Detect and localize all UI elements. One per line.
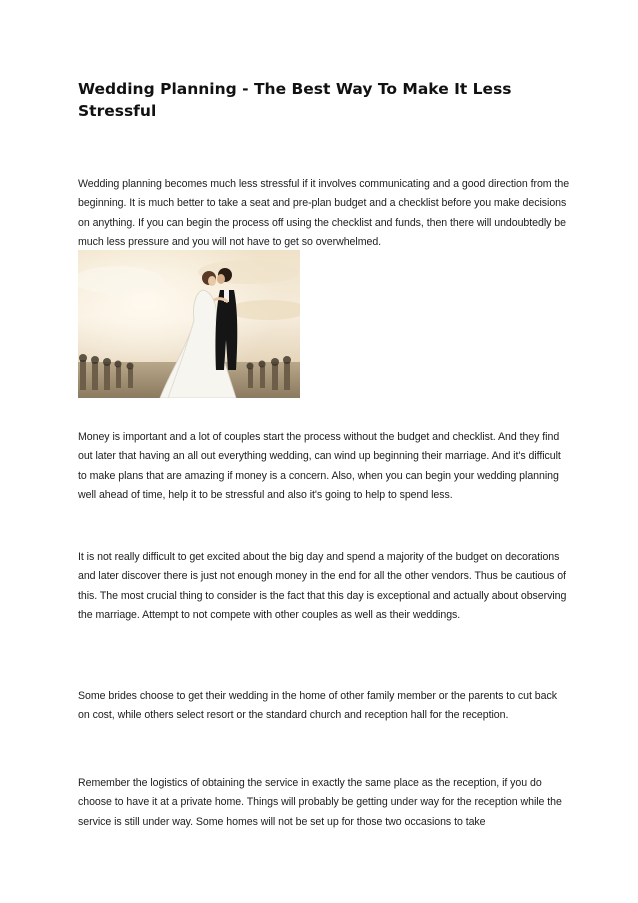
paragraph-money: Money is important and a lot of couples start the process without the budget and checklist. And they find out later that having an all out everything wedding, can wind up beginning their marriage. And it's difficult to make plans that are amazing if money is a concern. Also, when you can begin your wedding planning well ahead of time, help it to be stressful and also it's going to help to spend less. — [78, 431, 561, 502]
paragraph-venue: Some brides choose to get their wedding in the home of other family member or the parents to cut back on cost, while others select resort or the standard church and reception hall for the reception. — [78, 690, 557, 722]
page-title: Wedding Planning - The Best Way To Make It Less Stressful — [78, 80, 512, 120]
paragraph-intro: Wedding planning becomes much less stressful if it involves communicating and a good direction from the beginning. It is much better to take a seat and pre-plan budget and a checklist before you make decisions on anything. If you can begin the process off using the checklist and funds, then there will undoubtedly be much less pressure and you will not have to get so overwhelmed. — [78, 178, 570, 249]
wedding-couple-photo — [78, 250, 300, 398]
paragraph-budget: It is not really difficult to get excited about the big day and spend a majority of the budget on decorations and later discover there is just not enough money in the end for all the other vendors. Thus be cautious of this. The most crucial thing to consider is the fact that this day is exceptional and actually about observing the marriage. Attempt to not compete with other couples as well as their weddings. — [78, 551, 567, 622]
paragraph-logistics: Remember the logistics of obtaining the service in exactly the same place as the reception, if you do choose to have it at a private home. Things will probably be getting under way for the reception while the service is still under way. Some homes will not be set up for those two occasions to take — [78, 777, 562, 828]
